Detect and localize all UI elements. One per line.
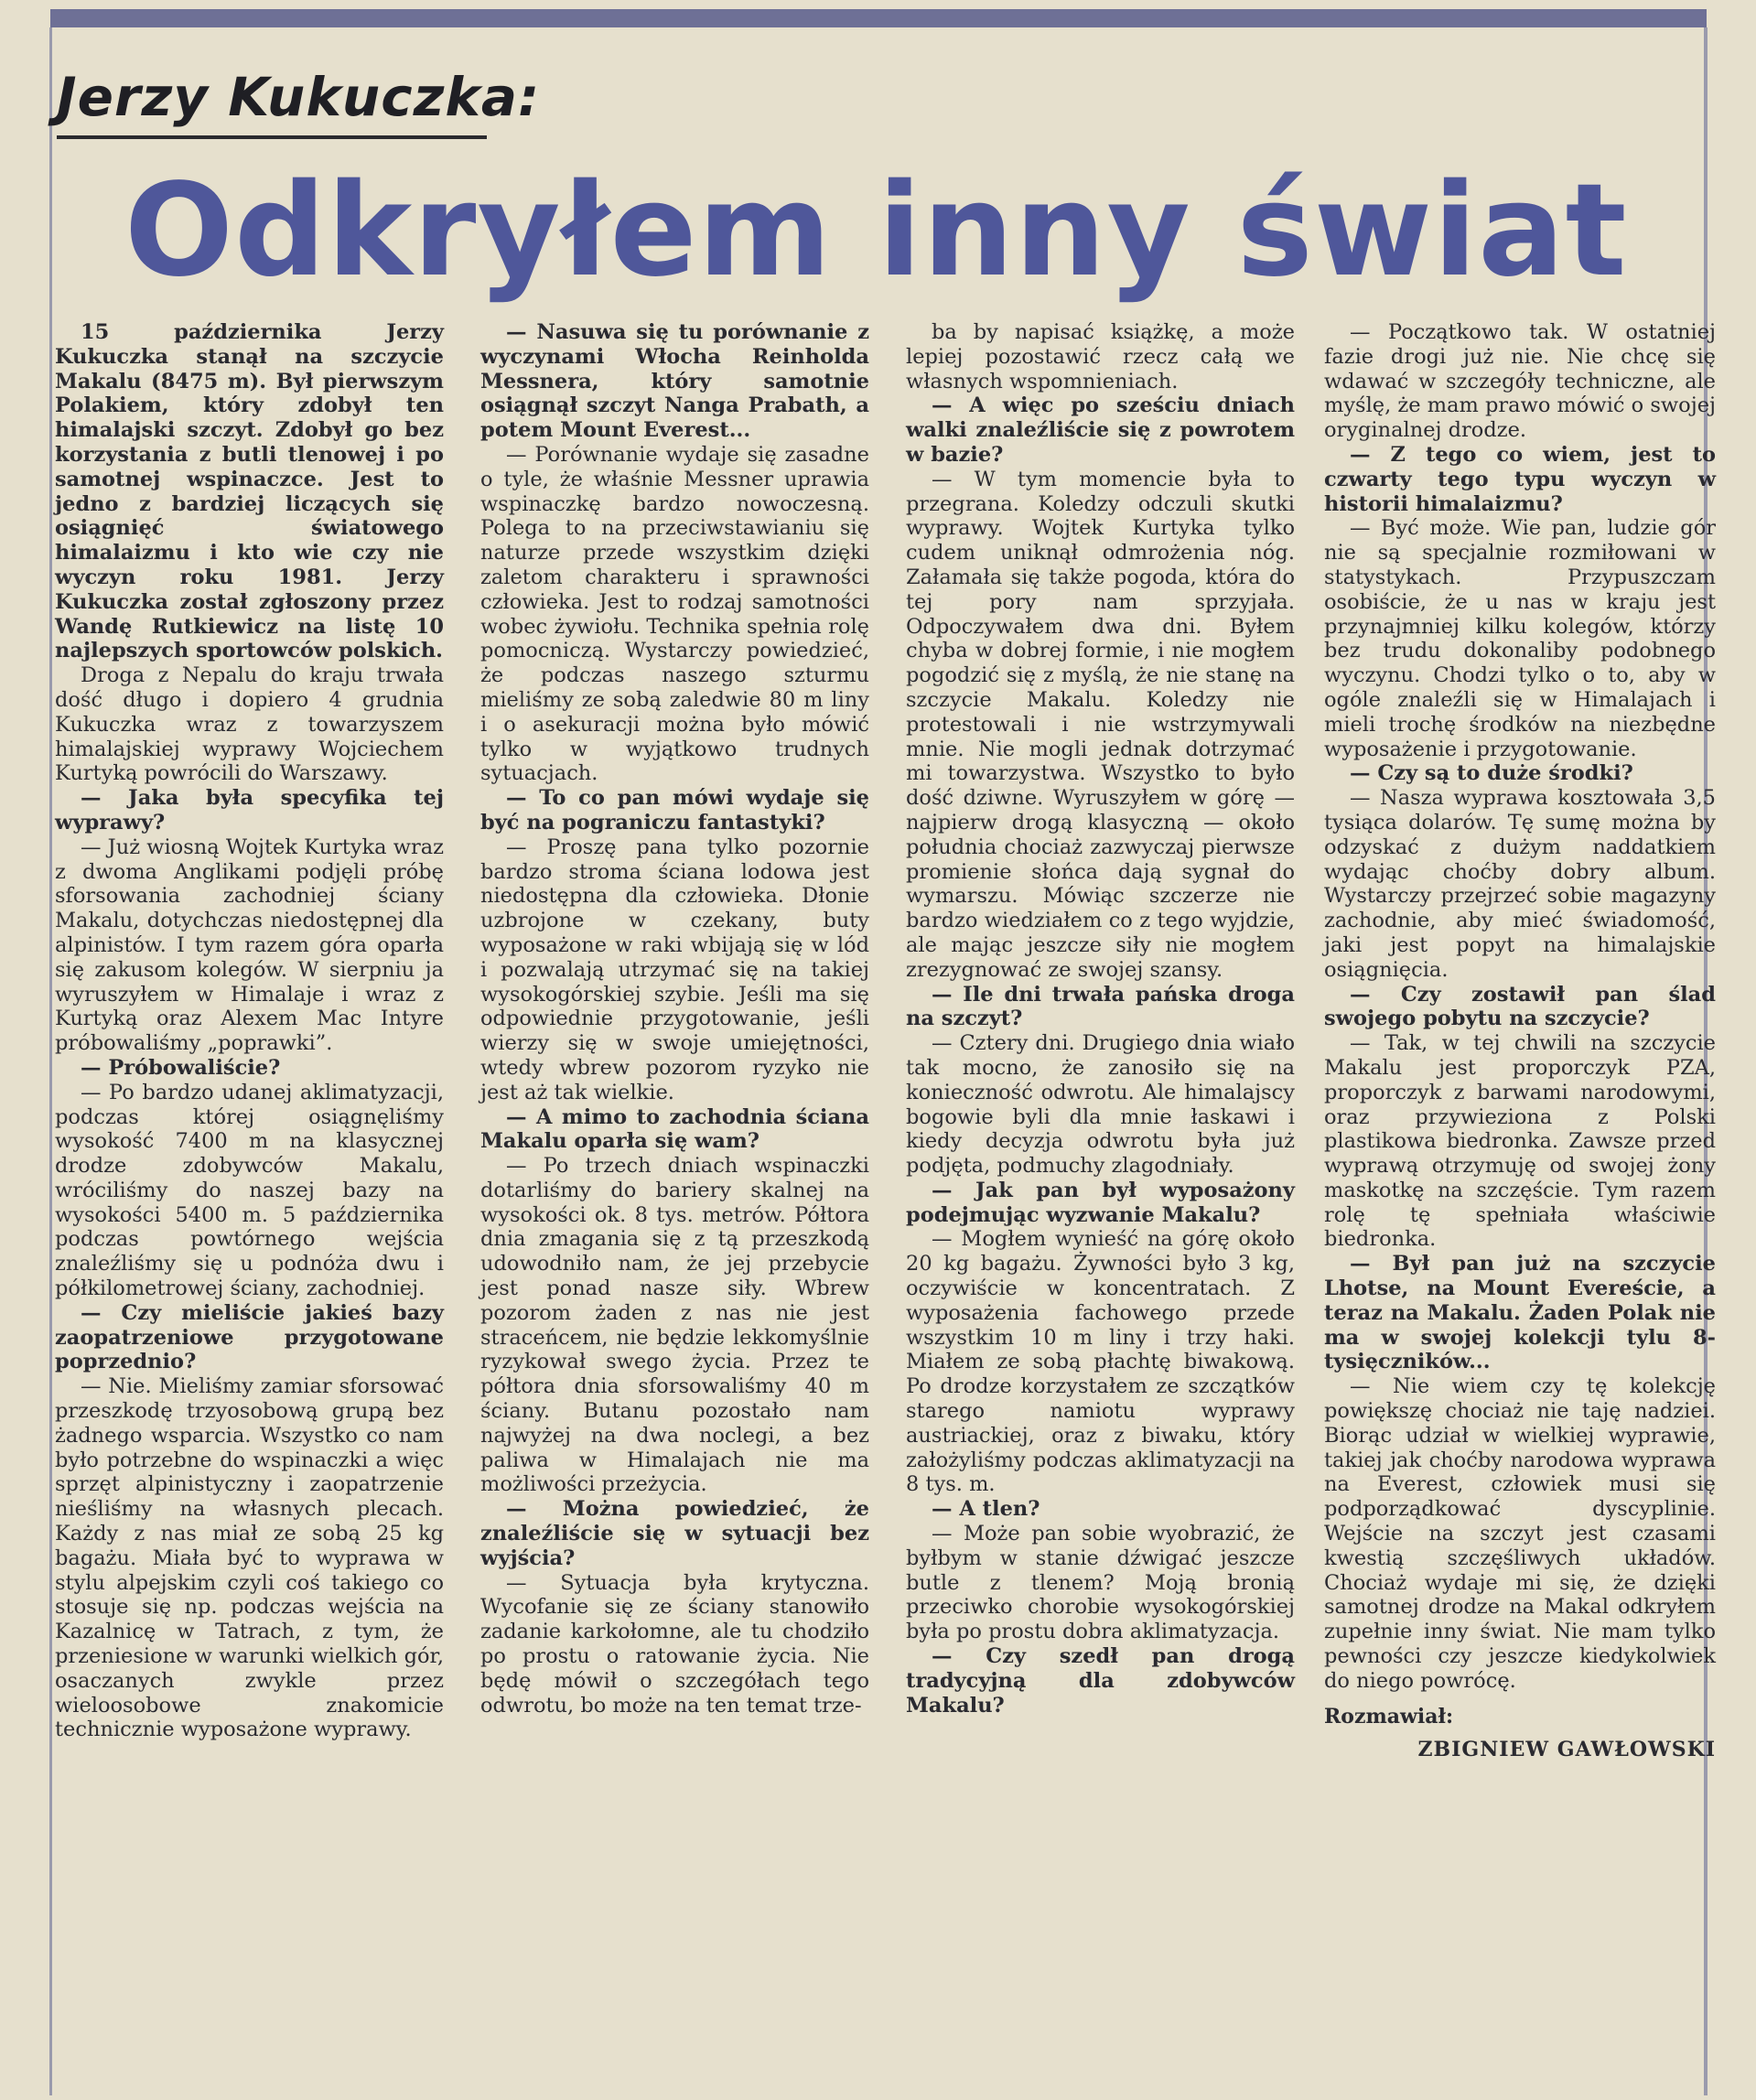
answer: — W tym momencie była to przegrana. Koledzy odczuli skutki wyprawy. Wojtek Kurtyka tylko cudem uniknął odmrożenia nóg. Załamała się także pogoda, która do tej pory nam sprzyjała. Odpoczywałem dwa dni. Byłem chyba w dobrej formie, i nie mogłem pogodzić się z myślą, że nie stanę na szczycie Makalu. Koledzy nie protestowali i nie wstrzymywali mnie. Nie mogli jednak dotrzymać mi towarzystwa. Wszystko to było dość dziwne. Wyruszyłem w górę — najpierw drogą klasyczną — około południa chociaż zazwyczaj pierwsze promienie słońca dają sygnał do wymarszu. Mówiąc szczerze nie bardzo wiedziałem co z tego wyjdzie, ale mając jeszcze siły nie mogłem zrezygnować ze swojej szansy. bbox=[906, 467, 1295, 982]
column-3 bbox=[906, 320, 1295, 1718]
left-border-rule bbox=[49, 27, 52, 2095]
answer: — Może pan sobie wyobrazić, że byłbym w stanie dźwigać jeszcze butle z tlenem? Moją bronią przeciwko chorobie wysokogórskiej była po prostu dobra aklimatyzacja. bbox=[906, 1522, 1295, 1644]
interviewer-label: Rozmawiał: bbox=[1324, 1704, 1454, 1728]
answer: ba by napisać książkę, a może lepiej pozostawić rzecz całą we własnych wspomnieniach. bbox=[906, 320, 1295, 393]
answer: — Nie. Mieliśmy zamiar sforsować przeszkodę trzyosobową grupą bez żadnego wsparcia. Wszystko co nam było potrzebne do wspinaczki a więc sprzęt alpinistyczny i zaopatrzenie nieśliśmy na własnych plecach. Każdy z nas miał ze sobą 25 kg bagażu. Miała być to wyprawa w stylu alpejskim czyli coś takiego co stosuje się np. podczas wejścia na Kazalnicę w Tatrach, z tym, że przeniesione w warunki wielkich gór, osaczanych zwykle przez wieloosobowe znakomicie technicznie wyposażone wyprawy. bbox=[55, 1374, 444, 1742]
question: — A więc po sześciu dniach walki znaleźliście się z powrotem w bazie? bbox=[906, 393, 1295, 467]
answer: — Być może. Wie pan, ludzie gór nie są specjalnie rozmiłowani w statystykach. Przypuszczam osobiście, że u nas w kraju jest przynajmniej kilku kolegów, którzy bez trudu dokonaliby podobnego wyczynu. Chodzi tylko o to, aby w ogóle znaleźli się w Himalajach i mieli trochę środków na niezbędne wyposażenie i przygotowanie. bbox=[1324, 516, 1716, 761]
question: — Był pan już na szczycie Lhotse, na Mount Evereście, a teraz na Makalu. Żaden Polak nie ma w swojej kolekcji tylu 8-tysięczników... bbox=[1324, 1252, 1716, 1374]
answer: — Tak, w tej chwili na szczycie Makalu jest proporczyk PZA, proporczyk z barwami narodowymi, oraz przywieziona z Polski plastikowa biedronka. Zawsze przed wyprawą otrzymuję od swojej żony maskotkę na szczęście. Tym razem rolę tę spełniała właściwie biedronka. bbox=[1324, 1031, 1716, 1252]
question: — Próbowaliście? bbox=[81, 1055, 281, 1080]
headline: Odkryłem inny świat bbox=[124, 156, 1628, 306]
column-1 bbox=[55, 320, 444, 1742]
paragraph: Droga z Nepalu do kraju trwała dość długo i dopiero 4 grudnia Kukuczka wraz z towarzyszem himalajskiej wyprawy Wojciechem Kurtyką powrócili do Warszawy. bbox=[55, 663, 444, 786]
author-underline bbox=[57, 135, 487, 139]
question: — Czy są to duże środki? bbox=[1350, 761, 1633, 786]
answer: — Cztery dni. Drugiego dnia wiało tak mocno, że zanosiło się na konieczność odwrotu. Ale himalajscy bogowie byli dla mnie łaskawi i kiedy decyzja odwrotu była już podjęta, podmuchy zlagodniały. bbox=[906, 1031, 1295, 1179]
answer: — Nasza wyprawa kosztowała 3,5 tysiąca dolarów. Tę sumę można by odzyskać z dużym naddatkiem wydając choćby dobry album. Wystarczy przejrzeć sobie magazyny zachodnie, aby mieć świadomość, jaki jest popyt na himalajskie osiągnięcia. bbox=[1324, 786, 1716, 982]
answer: — Już wiosną Wojtek Kurtyka wraz z dwoma Anglikami podjęli próbę sforsowania zachodniej ściany Makalu, dotychczas niedostępnej dla alpinistów. I tym razem góra oparła się zakusom kolegów. W sierpniu ja wyruszyłem w Himalaje i wraz z Kurtyką oraz Alexem Mac Intyre próbowaliśmy „poprawki”. bbox=[55, 835, 444, 1056]
question: — To co pan mówi wydaje się być na pograniczu fantastyki? bbox=[480, 786, 869, 835]
question: — Czy szedł pan drogą tradycyjną dla zdobywców Makalu? bbox=[906, 1644, 1295, 1718]
column-2 bbox=[480, 320, 869, 1718]
lead-paragraph: 15 października Jerzy Kukuczka stanął na szczycie Makalu (8475 m). Był pierwszym Polakiem, który zdobył ten himalajski szczyt. Zdobył go bez korzystania z butli tlenowej i po samotnej wspinaczce. Jest to jedno z bardziej liczących się osiągnięć światowego himalaizmu i kto wie czy nie wyczyn roku 1981. Jerzy Kukuczka został zgłoszony przez Wandę Rutkiewicz na listę 10 najlepszych sportowców polskich. bbox=[55, 320, 444, 663]
answer: — Początkowo tak. W ostatniej fazie drogi już nie. Nie chcę się wdawać w szczegóły techniczne, ale myślę, że mam prawo mówić o swojej oryginalnej drodze. bbox=[1324, 320, 1716, 443]
answer: — Po bardzo udanej aklimatyzacji, podczas której osiągnęliśmy wysokość 7400 m na klasycznej drodze zdobywców Makalu, wróciliśmy do naszej bazy na wysokości 5400 m. 5 października podczas powtórnego wejścia znaleźliśmy się u podnóża dwu i półkilometrowej ściany, zachodniej. bbox=[55, 1080, 444, 1301]
author-heading: Jerzy Kukuczka: bbox=[57, 66, 541, 128]
answer: — Nie wiem czy tę kolekcję powiększę chociaż nie taję nadziei. Biorąc udział w wielkiej wyprawie, takiej jak choćby narodowa wyprawa na Everest, człowiek musi się podporządkować dyscyplinie. Wejście na szczyt jest czasami kwestią szczęśliwych układów. Chociaż wydaje mi się, że dzięki samotnej drodze na Makal odkryłem zupełnie inny świat. Nie mam tylko pewności czy jeszcze kiedykolwiek do niego powrócę. bbox=[1324, 1374, 1716, 1693]
question: — Jak pan był wyposażony podejmując wyzwanie Makalu? bbox=[906, 1178, 1295, 1227]
question: — Ile dni trwała pańska droga na szczyt? bbox=[906, 982, 1295, 1031]
answer: — Mogłem wynieść na górę około 20 kg bagażu. Żywności było 3 kg, oczywiście w koncentratach. Z wyposażenia fachowego przede wszystkim 10 m liny i trzy haki. Miałem ze sobą płachtę biwakową. Po drodze korzystałem ze szczątków starego namiotu wyprawy austriackiej, oraz z biwaku, który założyliśmy podczas aklimatyzacji na 8 tys. m. bbox=[906, 1227, 1295, 1497]
top-color-band bbox=[50, 9, 1707, 27]
question: — A tlen? bbox=[932, 1497, 1040, 1522]
answer: — Po trzech dniach wspinaczki dotarliśmy do bariery skalnej na wysokości ok. 8 tys. metrów. Półtora dnia zmagania się z tą przeszkodą udowodniło nam, że jej przebycie jest ponad nasze siły. Wbrew pozorom żaden z nas nie jest straceńcem, nie będzie lekkomyślnie ryzykował swego życia. Przez te półtora dnia sforsowaliśmy 40 m ściany. Butanu pozostało nam najwyżej na dwa noclegi, a bez paliwa w Himalajach nie ma możliwości przeżycia. bbox=[480, 1154, 869, 1497]
answer: — Porównanie wydaje się zasadne o tyle, że właśnie Messner uprawia wspinaczkę bardzo nowoczesną. Polega to na przeciwstawianiu się naturze przede wszystkim dzięki zaletom charakteru i sprawności człowieka. Jest to rodzaj samotności wobec żywiołu. Technika spełnia rolę pomocniczą. Wystarczy powiedzieć, że podczas naszego szturmu mieliśmy ze sobą zaledwie 80 m liny i o asekuracji można było mówić tylko w wyjątkowo trudnych sytuacjach. bbox=[480, 442, 869, 786]
question: — Czy mieliście jakieś bazy zaopatrzeniowe przygotowane poprzednio? bbox=[55, 1300, 444, 1374]
answer: — Proszę pana tylko pozornie bardzo stroma ściana lodowa jest niedostępna dla człowieka. Dłonie uzbrojone w czekany, buty wyposażone w raki wbijają się w lód i pozwalają utrzymać się na takiej wysokogórskiej szybie. Jeśli ma się odpowiednie przygotowanie, jeśli wierzy się w swoje umiejętności, wtedy wbrew pozorom ryzyko nie jest aż tak wielkie. bbox=[480, 835, 869, 1104]
answer: — Sytuacja była krytyczna. Wycofanie się ze ściany stanowiło zadanie karkołomne, ale tu chodziło po prostu o ratowanie życia. Nie będę mówił o szczegółach tego odwrotu, bo może na ten temat trze- bbox=[480, 1570, 869, 1718]
question: — Jaka była specyfika tej wyprawy? bbox=[55, 786, 444, 835]
question: — Można powiedzieć, że znaleźliście się w sytuacji bez wyjścia? bbox=[480, 1497, 869, 1570]
question: — Z tego co wiem, jest to czwarty tego typu wyczyn w historii himalaizmu? bbox=[1324, 442, 1716, 516]
question: — Nasuwa się tu porównanie z wyczynami Włocha Reinholda Messnera, który samotnie osiągnął szczyt Nanga Prabath, a potem Mount Everest... bbox=[480, 320, 869, 443]
question: — A mimo to zachodnia ściana Makalu oparła się wam? bbox=[480, 1104, 869, 1154]
question: — Czy zostawił pan ślad swojego pobytu na szczycie? bbox=[1324, 982, 1716, 1031]
column-4 bbox=[1324, 320, 1716, 1762]
interviewer-name: ZBIGNIEW GAWŁOWSKI bbox=[1417, 1738, 1716, 1762]
